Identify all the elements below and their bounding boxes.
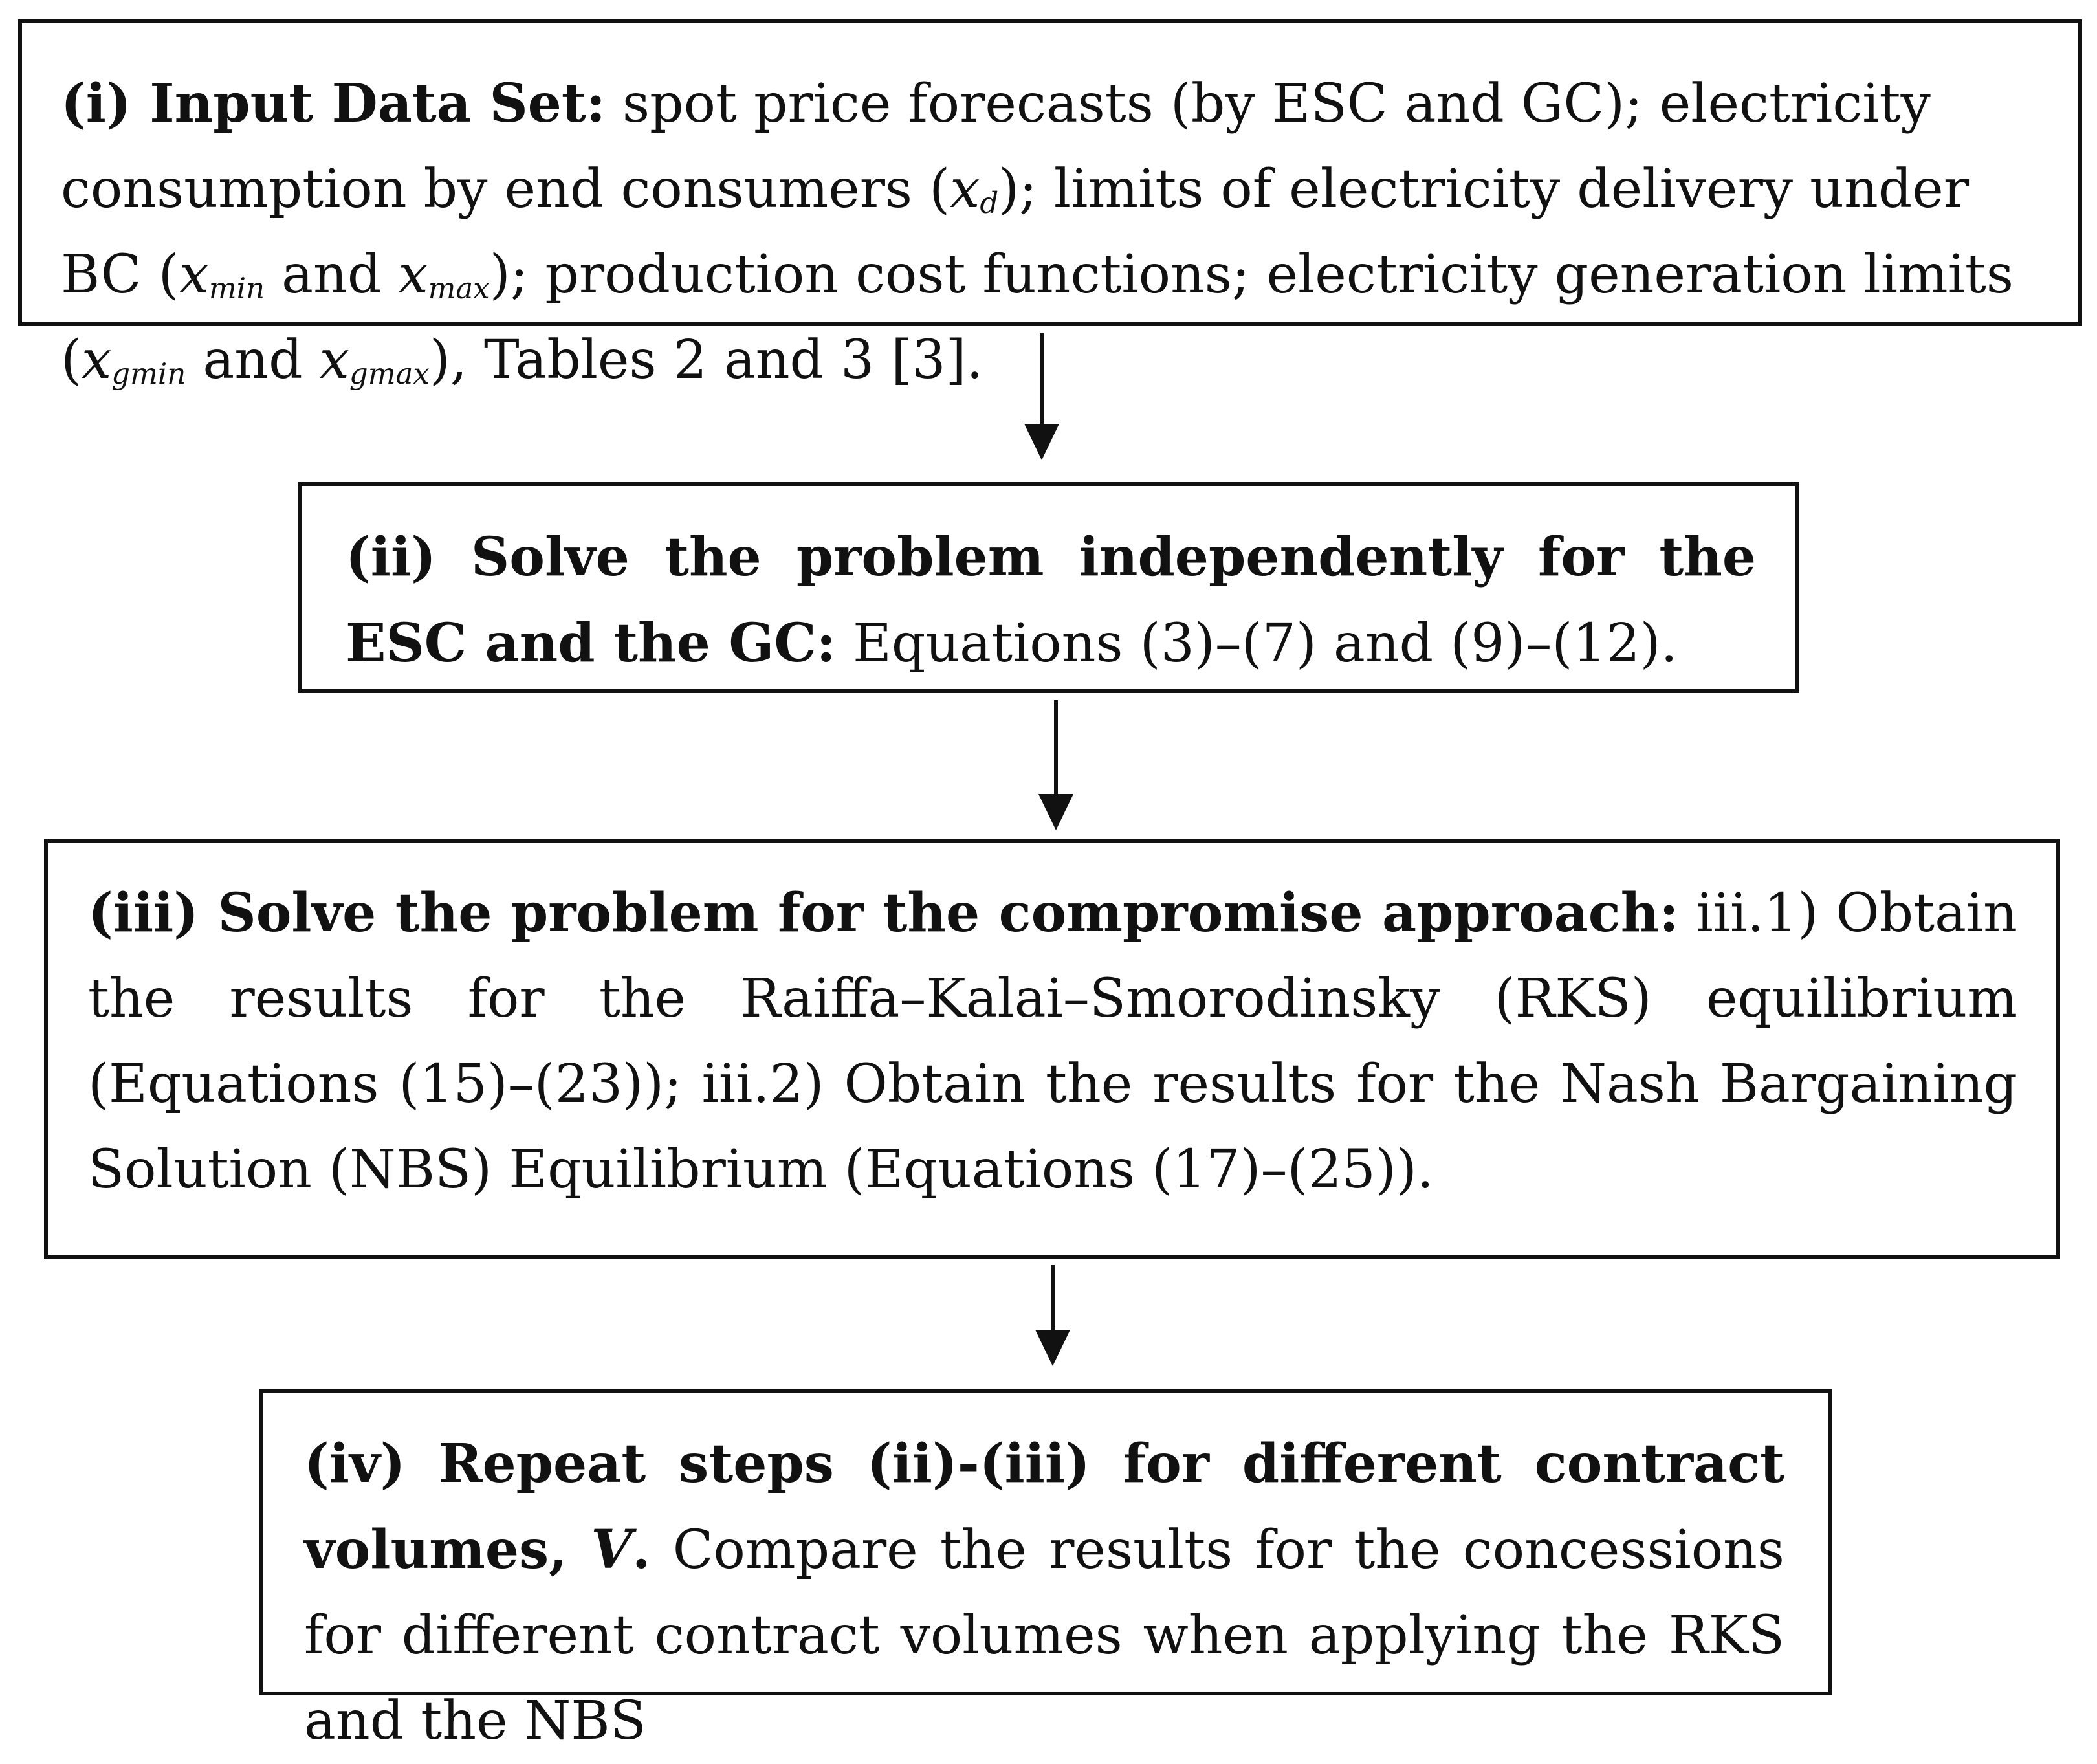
symbol-xd: $x_d$ bbox=[950, 159, 999, 221]
step-repeat-heading: (iv) Repeat steps (ii)-(iii) for different contract volumes, V. bbox=[304, 1433, 1784, 1581]
arrow-down-icon bbox=[1022, 333, 1061, 463]
step-compromise-text bbox=[88, 870, 2017, 1213]
step-compromise-heading: (iii) Solve the problem for the compromise approach: bbox=[88, 882, 1679, 944]
step-input-data-text-part: spot price forecasts (by ESC and GC); electricity consumption by end consumers ( bbox=[61, 73, 1931, 220]
step-input-data-box bbox=[18, 19, 2082, 391]
step-solve-independently-box bbox=[298, 482, 1799, 693]
step-input-data-text-part: ); limits of electricity delivery under BC ( bbox=[61, 159, 1970, 305]
step-repeat-text bbox=[304, 1421, 1784, 1764]
step-repeat-body: Compare the results for the concessions for different contract volumes when applying the RKS and the NBS bbox=[304, 1519, 1784, 1752]
step-repeat-box bbox=[259, 1389, 1832, 1752]
step-compromise-body: iii.1) Obtain the results for the Raiffa–Kalai–Smorodinsky (RKS) equilibrium (Equations (15)–(23)); iii.2) Obtain the results for the Nash Bargaining Solution (NBS) Equilibrium (Equations (17)–(25)). bbox=[88, 883, 2017, 1200]
symbol-xmin: $x_{min}$ bbox=[179, 244, 265, 306]
symbol-xgmax: $x_{gmax}$ bbox=[319, 329, 430, 391]
step-input-data-text-part: ); production cost functions; electricity generation limits ( bbox=[61, 244, 2014, 391]
arrow-down-icon bbox=[1033, 1265, 1072, 1369]
symbol-xgmin: $x_{gmin}$ bbox=[82, 329, 186, 391]
step-solve-independently-heading: (ii) Solve the problem independently for the ESC and the GC: bbox=[346, 526, 1756, 674]
step-input-data-heading: (i) Input Data Set: bbox=[61, 72, 606, 135]
symbol-xmax: $x_{max}$ bbox=[398, 244, 490, 306]
step-input-data-text-part: and bbox=[186, 329, 320, 391]
step-input-data-text-part: ), Tables 2 and 3 [3]. bbox=[429, 329, 983, 391]
step-compromise-box bbox=[44, 839, 2060, 1259]
symbol-v: V bbox=[591, 1519, 633, 1581]
step-input-data-text-part: and bbox=[265, 244, 399, 305]
step-solve-independently-body: Equations (3)–(7) and (9)–(12). bbox=[835, 613, 1678, 674]
step-solve-independently-text bbox=[346, 514, 1756, 687]
arrow-down-icon bbox=[1037, 700, 1075, 833]
